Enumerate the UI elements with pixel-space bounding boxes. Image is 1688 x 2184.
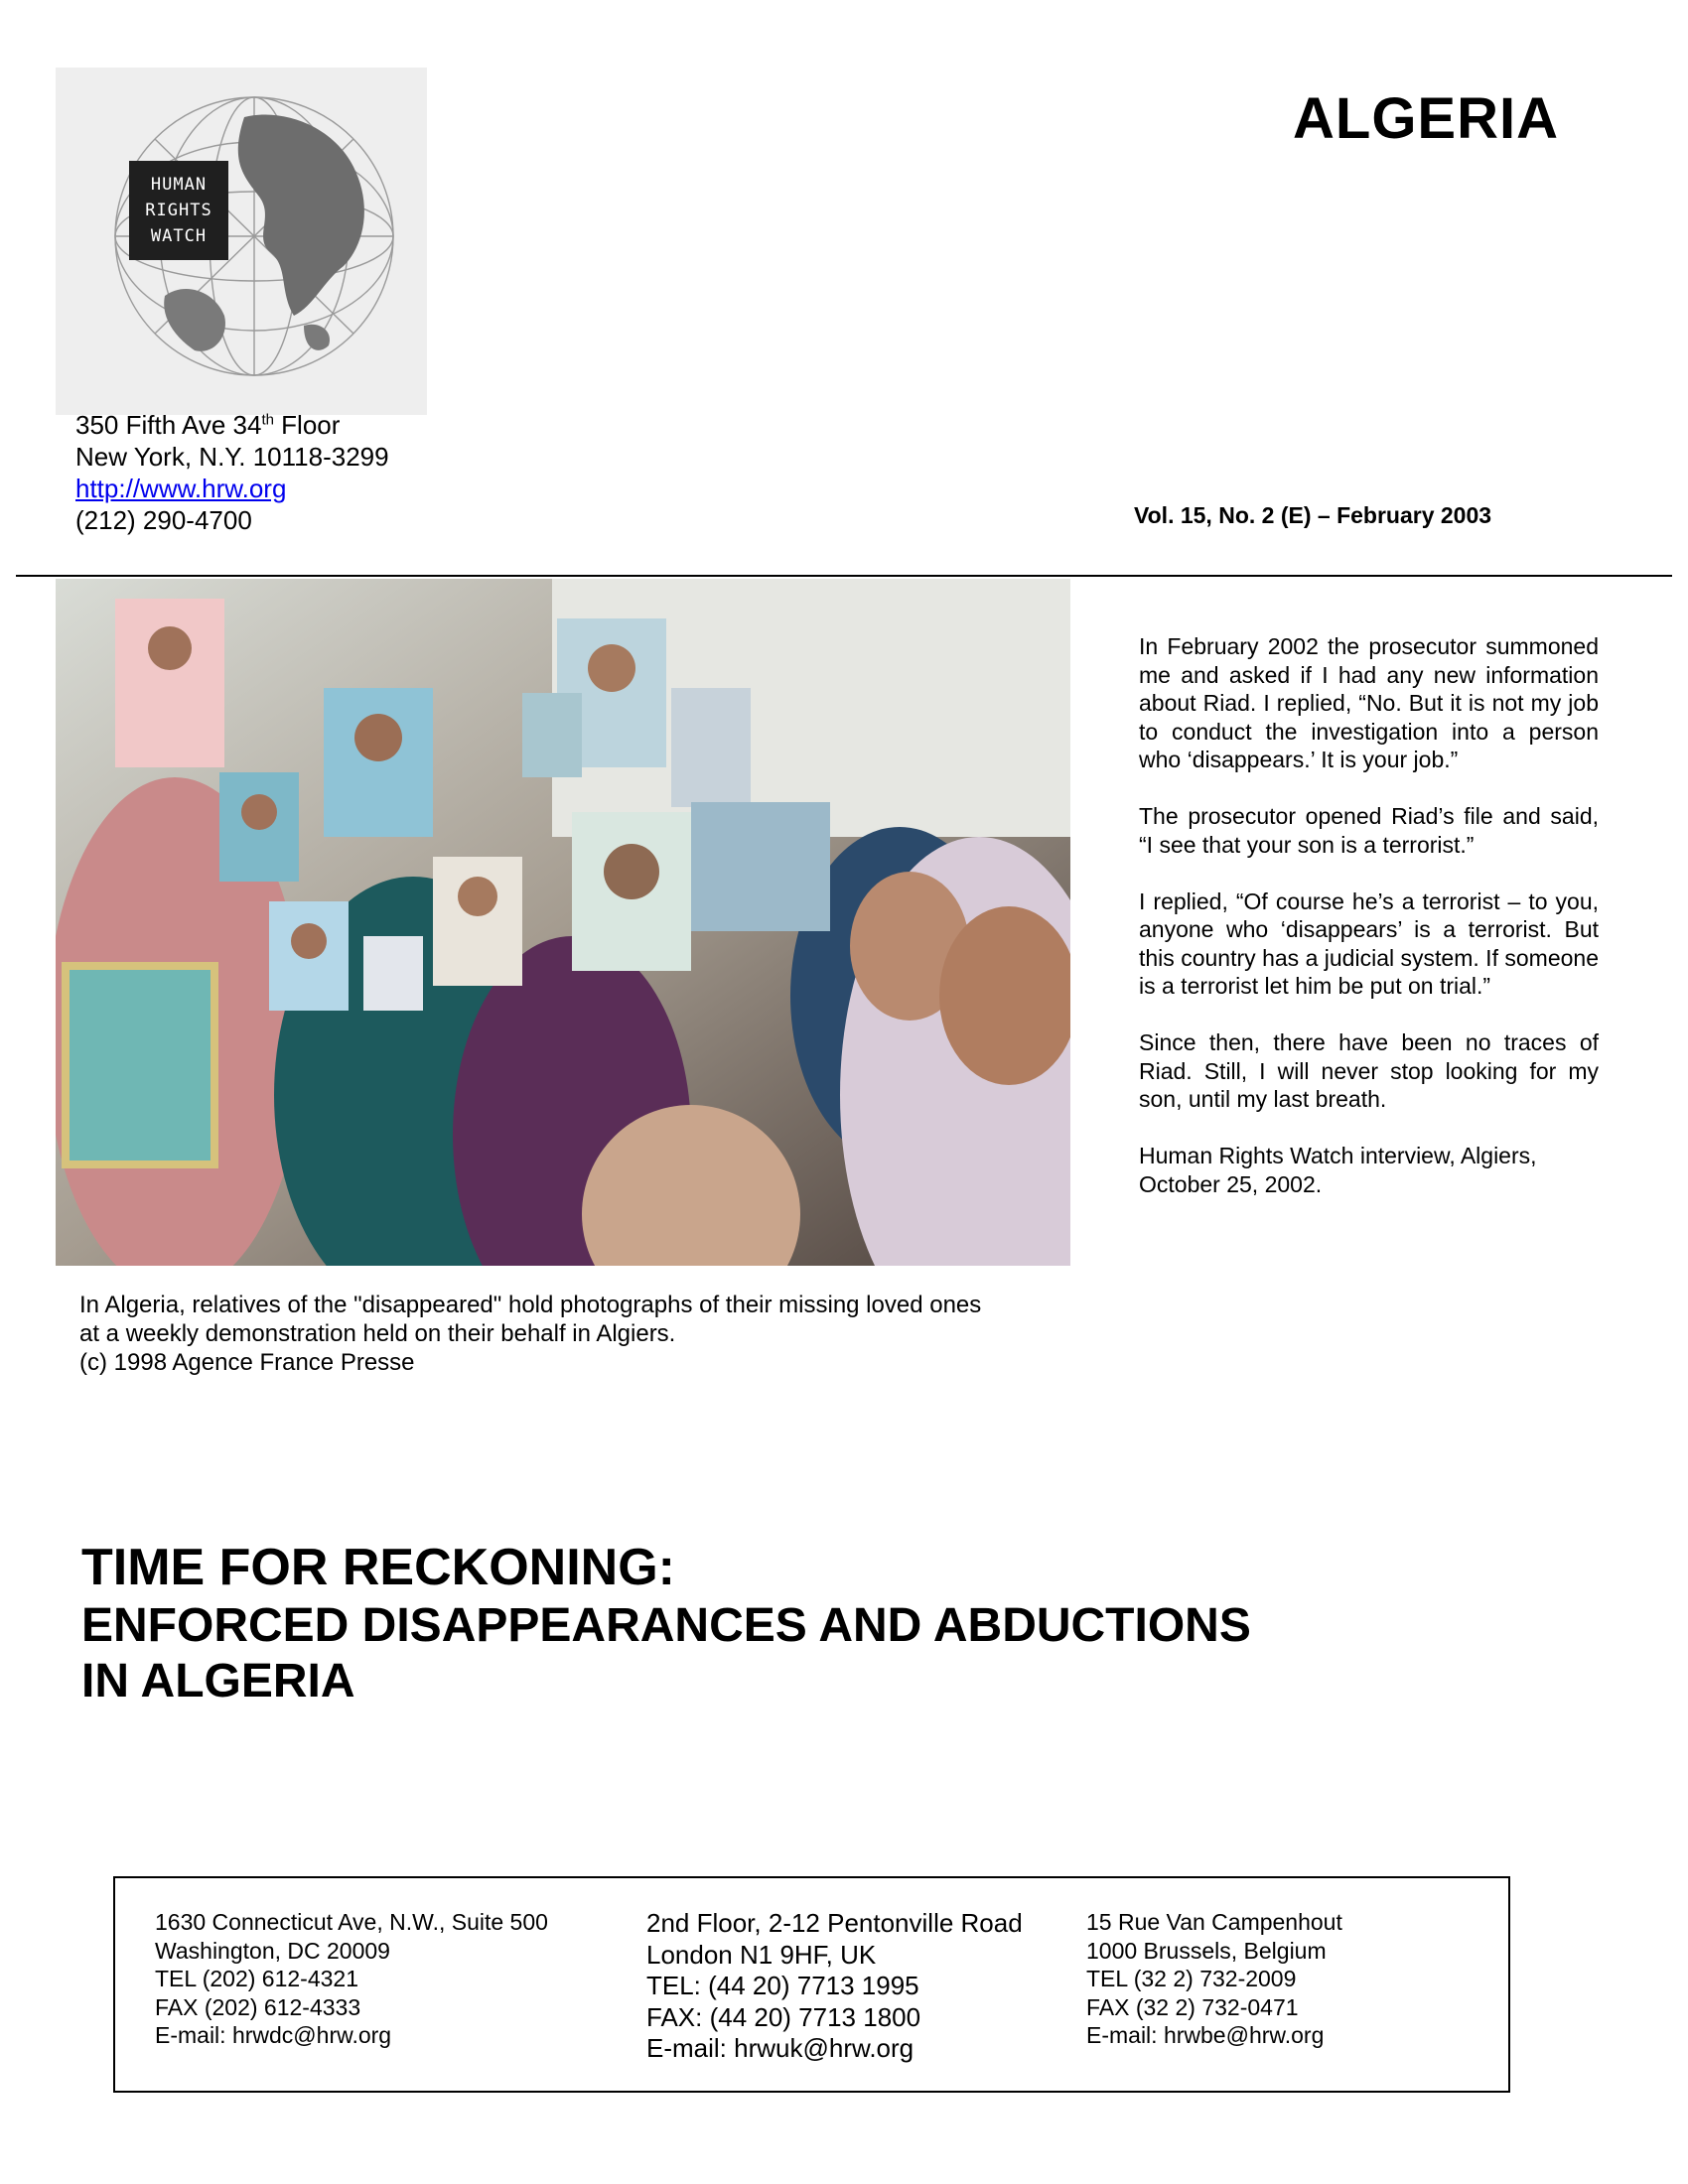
address-block bbox=[75, 409, 389, 536]
office-line: E-mail: hrwdc@hrw.org bbox=[155, 2022, 392, 2048]
photo-caption bbox=[79, 1291, 1072, 1377]
title-subtitle: ENFORCED DISAPPEARANCES AND ABDUCTIONS bbox=[81, 1599, 1251, 1652]
title-main: TIME FOR RECKONING: bbox=[81, 1539, 675, 1596]
volume-issue: Vol. 15, No. 2 (E) – February 2003 bbox=[1134, 502, 1492, 528]
address-line-1: 350 Fifth Ave 34th Floor bbox=[75, 410, 341, 440]
header-divider bbox=[16, 575, 1672, 577]
office-london bbox=[646, 1908, 1023, 2065]
globe-icon bbox=[56, 68, 427, 415]
quote-paragraph: In February 2002 the prosecutor summoned me and asked if I had any new information about Riad. I replied, “No. But it is not my job to conduct the investigation into a person who ‘disappears.’ It is your job.” bbox=[1139, 633, 1599, 772]
office-line: FAX (32 2) 732-0471 bbox=[1086, 1993, 1299, 2020]
testimony-quote bbox=[1139, 632, 1599, 1227]
quote-paragraph: I replied, “Of course he’s a terrorist – to you, anyone who ‘disappears’ is a terrorist. But this country has a judicial system. If someone is a terrorist let him be put on trial.” bbox=[1139, 887, 1599, 999]
office-brussels bbox=[1086, 1908, 1342, 2050]
quote-paragraph: The prosecutor opened Riad’s file and said, “I see that your son is a terrorist.” bbox=[1139, 803, 1599, 858]
office-line: London N1 9HF, UK bbox=[646, 1939, 877, 1970]
report-title bbox=[81, 1537, 1251, 1709]
office-line: 1000 Brussels, Belgium bbox=[1086, 1937, 1327, 1964]
address-line-2: New York, N.Y. 10118-3299 bbox=[75, 442, 389, 472]
office-line: Washington, DC 20009 bbox=[155, 1937, 390, 1964]
caption-line: at a weekly demonstration held on their behalf in Algiers. bbox=[79, 1320, 676, 1347]
caption-line: In Algeria, relatives of the "disappeared" hold photographs of their missing loved ones bbox=[79, 1292, 982, 1318]
office-line: 1630 Connecticut Ave, N.W., Suite 500 bbox=[155, 1909, 548, 1935]
logo-word: RIGHTS bbox=[145, 201, 212, 220]
website-link[interactable]: http://www.hrw.org bbox=[75, 474, 287, 503]
logo-word: WATCH bbox=[150, 226, 208, 246]
office-line: TEL: (44 20) 7713 1995 bbox=[646, 1971, 919, 2000]
phone-number: (212) 290-4700 bbox=[75, 505, 252, 535]
offices-box bbox=[113, 1876, 1510, 2093]
office-line: FAX: (44 20) 7713 1800 bbox=[646, 2001, 921, 2032]
office-line: TEL (202) 612-4321 bbox=[155, 1966, 359, 1991]
quote-paragraph: Since then, there have been no traces of Riad. Still, I will never stop looking for my son, until my last breath. bbox=[1139, 1029, 1599, 1112]
title-subtitle: IN ALGERIA bbox=[81, 1655, 355, 1707]
office-line: E-mail: hrwuk@hrw.org bbox=[646, 2033, 914, 2063]
office-line: TEL (32 2) 732-2009 bbox=[1086, 1966, 1297, 1991]
hrw-logo bbox=[56, 68, 427, 415]
country-heading: ALGERIA bbox=[1293, 86, 1559, 151]
office-line: 15 Rue Van Campenhout bbox=[1086, 1909, 1342, 1935]
office-line: 2nd Floor, 2-12 Pentonville Road bbox=[646, 1908, 1023, 1938]
office-line: FAX (202) 612-4333 bbox=[155, 1993, 361, 2020]
office-washington bbox=[155, 1908, 548, 2050]
office-line: E-mail: hrwbe@hrw.org bbox=[1086, 2022, 1325, 2048]
logo-word: HUMAN bbox=[150, 175, 208, 195]
demonstration-photo bbox=[56, 579, 1070, 1266]
logo-wordmark bbox=[129, 161, 228, 260]
caption-line: (c) 1998 Agence France Presse bbox=[79, 1349, 415, 1376]
quote-attribution: Human Rights Watch interview, Algiers, October 25, 2002. bbox=[1139, 1143, 1537, 1197]
